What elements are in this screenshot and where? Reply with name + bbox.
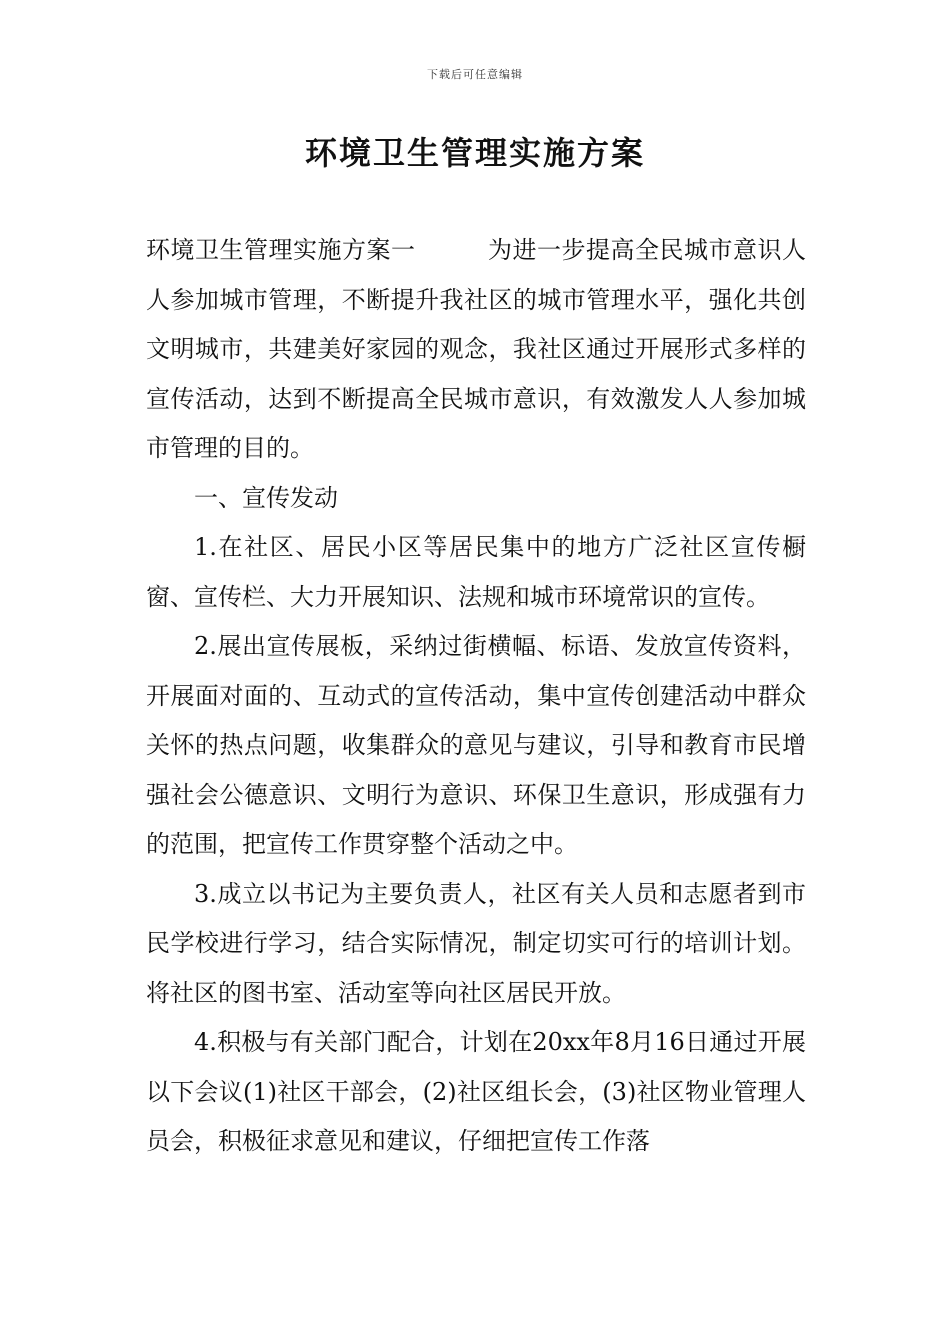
list-item: 3.成立以书记为主要负责人，社区有关人员和志愿者到市民学校进行学习，结合实际情况，制定切实可行的培训计划。将社区的图书室、活动室等向社区居民开放。 [146, 879, 806, 1007]
list-item: 2.展出宣传展板，采纳过街横幅、标语、发放宣传资料，开展面对面的、互动式的宣传活动，集中宣传创建活动中群众关怀的热点问题，收集群众的意见与建议，引导和教育市民增强社会公德意识、文明行为意识、环保卫生意识，形成强有力的范围，把宣传工作贯穿整个活动之中。 [146, 632, 806, 858]
list-item: 4.积极与有关部门配合，计划在20xx年8月16日通过开展以下会议(1)社区干部会，(2)社区组长会，(3)社区物业管理人员会，积极征求意见和建议，仔细把宣传工作落 [146, 1028, 806, 1155]
header-note: 下载后可任意编辑 [427, 68, 523, 81]
intro-paragraph [146, 226, 806, 474]
document-body [146, 226, 806, 1167]
intro-lead: 环境卫生管理实施方案一 [146, 236, 416, 264]
section-heading: 一、宣传发动 [194, 483, 338, 512]
intro-text: 为进一步提高全民城市意识人人参加城市管理，不断提升我社区的城市管理水平，强化共创文明城市，共建美好家园的观念，我社区通过开展形式多样的宣传活动，达到不断提高全民城市意识，有效激发人人参加城市管理的目的。 [146, 236, 806, 462]
list-item: 1.在社区、居民小区等居民集中的地方广泛社区宣传橱窗、宣传栏、大力开展知识、法规和城市环境常识的宣传。 [146, 533, 806, 611]
document-title: 环境卫生管理实施方案 [304, 134, 645, 172]
